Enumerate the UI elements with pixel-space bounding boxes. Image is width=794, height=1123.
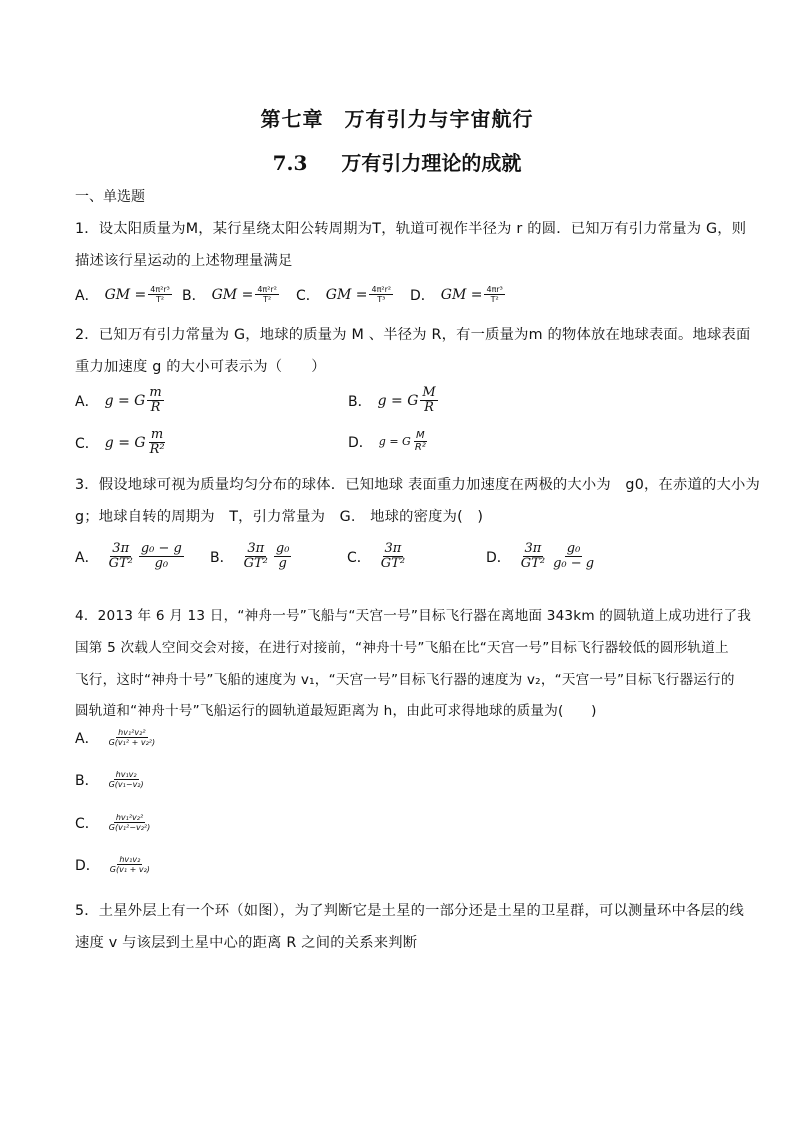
numerator: m [150,427,164,442]
denominator: G(v₁² + v₂²) [108,738,156,748]
q3-line-1: 3．假设地球可视为质量均匀分布的球体．已知地球 表面重力加速度在两极的大小为 g0，在赤道的大小为 [75,477,760,493]
numerator: 4π²r² [257,284,277,294]
q1-option-b[interactable] [182,285,281,305]
numerator: 4πr³ [486,284,503,294]
section-title [0,147,794,176]
formula-fraction [413,430,428,454]
option-label: B． [75,773,99,789]
q2-option-a[interactable] [75,386,166,416]
numerator: hv₁²v₂² [115,812,144,822]
formula-fraction [369,286,393,305]
section-number: 7.3 [272,151,308,175]
formula-fraction [107,814,152,833]
section-name: 万有引力理论的成就 [341,151,522,175]
option-label: D． [75,858,100,874]
q1-line-2: 描述该行星运动的上述物理量满足 [75,253,293,269]
q4-option-b[interactable] [75,770,148,790]
formula-lhs: g = G [378,435,411,449]
chapter-title: 第七章 万有引力与宇宙航行 [260,107,534,131]
option-label: A． [75,731,99,747]
q1-option-c[interactable] [296,285,395,305]
denominator: R² [414,442,426,453]
formula-fraction [484,286,504,305]
numerator: 3π [384,541,402,556]
numerator: hv₁²v₂² [118,727,146,737]
formula-lhs: g = G [104,393,146,410]
q4-line-2: 国第 5 次载人空间交会对接，在进行对接前，“神舟十号”飞船在比“天宫一号”目标飞行器较低的圆形轨道上 [75,640,729,656]
option-label: D． [348,434,373,451]
option-label: C． [75,436,99,453]
q3-option-a[interactable] [75,542,186,572]
formula-lhs: GM = [211,287,254,303]
numerator: hv₁v₂ [115,769,137,779]
denominator: G(v₁−v₂) [108,780,144,790]
option-label: D． [486,550,511,567]
formula-fraction-2 [139,542,184,572]
q2-option-c[interactable] [75,428,169,458]
formula-fraction-1 [107,542,135,572]
denominator: G(v₁ + v₂) [109,865,150,875]
q2-line-1: 2．已知万有引力常量为 G，地球的质量为 M 、半径为 R，有一质量为m 的物体放在地球表面。地球表面 [75,327,751,343]
formula-fraction-1 [519,542,547,572]
q4-line-1: 4．2013 年 6 月 13 日，“神舟一号”飞船与“天宫一号”目标飞行器在离地面 343km 的圆轨道上成功进行了我 [75,608,752,624]
numerator: g₀ − g [140,541,182,556]
option-label: C． [347,550,371,567]
formula-lhs: GM = [104,287,147,303]
q1-option-d[interactable] [410,285,507,305]
q1-line-1: 1．设太阳质量为M，某行星绕太阳公转周期为T，轨道可视作半径为 r 的圆．已知万有引力常量为 G，则 [75,221,747,237]
denominator: R [150,400,161,416]
numerator: M [422,385,436,400]
formula-fraction [148,286,172,305]
q5-line-2: 速度 v 与该层到土星中心的距离 R 之间的关系来判断 [75,935,418,951]
formula-lhs: g = G [377,393,419,410]
q1-option-a[interactable] [75,285,174,305]
q4-line-4: 圆轨道和“神舟十号”飞船运行的圆轨道最短距离为 h，由此可求得地球的质量为( ) [75,703,597,719]
q3-option-b[interactable] [210,542,293,572]
formula-fraction-1 [379,542,407,572]
formula-fraction [148,428,167,458]
denominator: GT² [108,556,133,572]
option-label: B． [182,288,206,304]
denominator: g₀ [154,556,169,572]
option-label: B． [348,394,372,411]
q4-line-3: 飞行，这时“神舟十号”飞船的速度为 v₁，“天宫一号”目标飞行器的速度为 v₂，“天宫一号”目标飞行器运行的 [75,672,735,688]
q3-line-2: g；地球自转的周期为 T，引力常量为 G. 地球的密度为( ) [75,509,484,525]
q2-option-b[interactable] [348,386,440,416]
numerator: 3π [112,541,130,556]
formula-fraction [255,286,279,305]
numerator: g₀ [566,541,581,556]
formula-fraction [147,386,163,416]
option-label: D． [410,288,435,304]
denominator: T³ [377,295,386,305]
denominator: R [424,400,434,416]
question-type-label: 一、单选题 [75,189,145,205]
option-label: A． [75,394,99,411]
option-label: A． [75,550,99,567]
formula-fraction [107,771,146,790]
q5-line-1: 5．土星外层上有一个环（如图），为了判断它是土星的一部分还是土星的卫星群，可以测量环中各层的线 [75,903,744,919]
denominator: G(v₁²−v₂²) [108,823,151,833]
formula-lhs: GM = [325,287,368,303]
denominator: GT² [520,556,546,572]
q4-option-c[interactable] [75,813,154,833]
denominator: GT² [380,556,406,572]
q4-option-d[interactable] [75,855,154,875]
numerator: 3π [524,541,542,556]
formula-lhs: GM = [440,287,483,303]
formula-fraction-2 [551,542,596,572]
numerator: g₀ [275,541,290,556]
denominator: T² [156,295,165,305]
numerator: M [415,430,425,441]
q2-line-2: 重力加速度 g 的大小可表示为（ ） [75,359,326,375]
denominator: g [278,556,287,572]
numerator: hv₁v₂ [119,854,141,864]
numerator: 4π²r² [371,284,392,294]
denominator: g₀ − g [553,556,595,572]
denominator: T² [263,295,272,305]
formula-lhs: g = G [104,435,146,452]
numerator: 3π [247,541,265,556]
formula-fraction-1 [242,542,270,572]
numerator: 4π²r³ [150,284,170,294]
q3-option-d[interactable] [486,542,598,572]
option-label: B． [210,550,234,567]
q4-option-a[interactable] [75,728,159,748]
option-label: C． [75,816,99,832]
numerator: m [149,385,162,400]
formula-fraction [107,729,158,748]
option-label: A． [75,288,99,304]
option-label: C． [296,288,320,304]
denominator: R² [149,442,165,458]
formula-fraction [108,856,152,875]
denominator: T² [490,295,499,305]
formula-fraction [420,386,437,416]
denominator: GT² [243,556,268,572]
formula-fraction-2 [274,542,292,572]
q3-option-c[interactable] [347,542,409,572]
q2-option-d[interactable] [348,430,430,454]
